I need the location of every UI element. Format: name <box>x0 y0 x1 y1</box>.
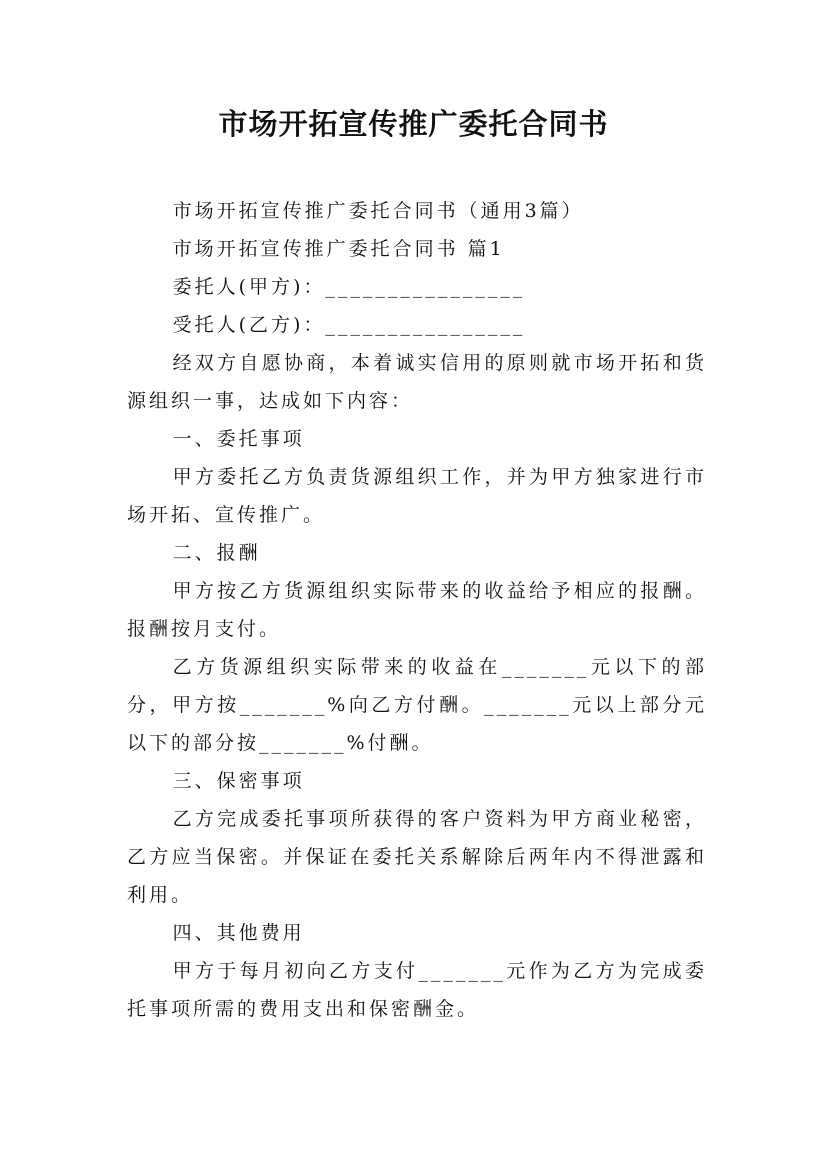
party-b-line: 受托人(乙方)：________________ <box>172 314 526 336</box>
clause-paragraph-3: 乙方完成委托事项所获得的客户资料为甲方商业秘密，乙方应当保密。并保证在委托关系解除后两年内不得泄露和利用。 <box>127 808 707 906</box>
clause-heading-1: 一、委托事项 <box>172 428 305 450</box>
preamble-paragraph: 经双方自愿协商，本着诚实信用的原则就市场开拓和货源组织一事，达成如下内容： <box>127 352 707 412</box>
document-title: 市场开拓宣传推广委托合同书 <box>218 107 609 141</box>
document-body <box>127 192 707 1028</box>
clause-heading-4: 四、其他费用 <box>172 922 305 944</box>
clause-paragraph-2a: 甲方按乙方货源组织实际带来的收益给予相应的报酬。报酬按月支付。 <box>127 580 707 640</box>
clause-paragraph-4: 甲方于每月初向乙方支付_______元作为乙方为完成委托事项所需的费用支出和保密酬金。 <box>127 960 707 1020</box>
clause-heading-2: 二、报酬 <box>172 542 261 564</box>
clause-paragraph-2b: 乙方货源组织实际带来的收益在_______元以下的部分，甲方按_______%向乙方付酬。_______元以上部分元以下的部分按_______%付酬。 <box>127 656 707 754</box>
clause-heading-3: 三、保密事项 <box>172 770 305 792</box>
clause-paragraph-1: 甲方委托乙方负责货源组织工作，并为甲方独家进行市场开拓、宣传推广。 <box>127 466 707 526</box>
section-heading-part-1: 市场开拓宣传推广委托合同书 篇1 <box>172 238 505 260</box>
doc-subtitle: 市场开拓宣传推广委托合同书（通用3篇） <box>172 200 584 222</box>
party-a-line: 委托人(甲方)：________________ <box>172 276 526 298</box>
